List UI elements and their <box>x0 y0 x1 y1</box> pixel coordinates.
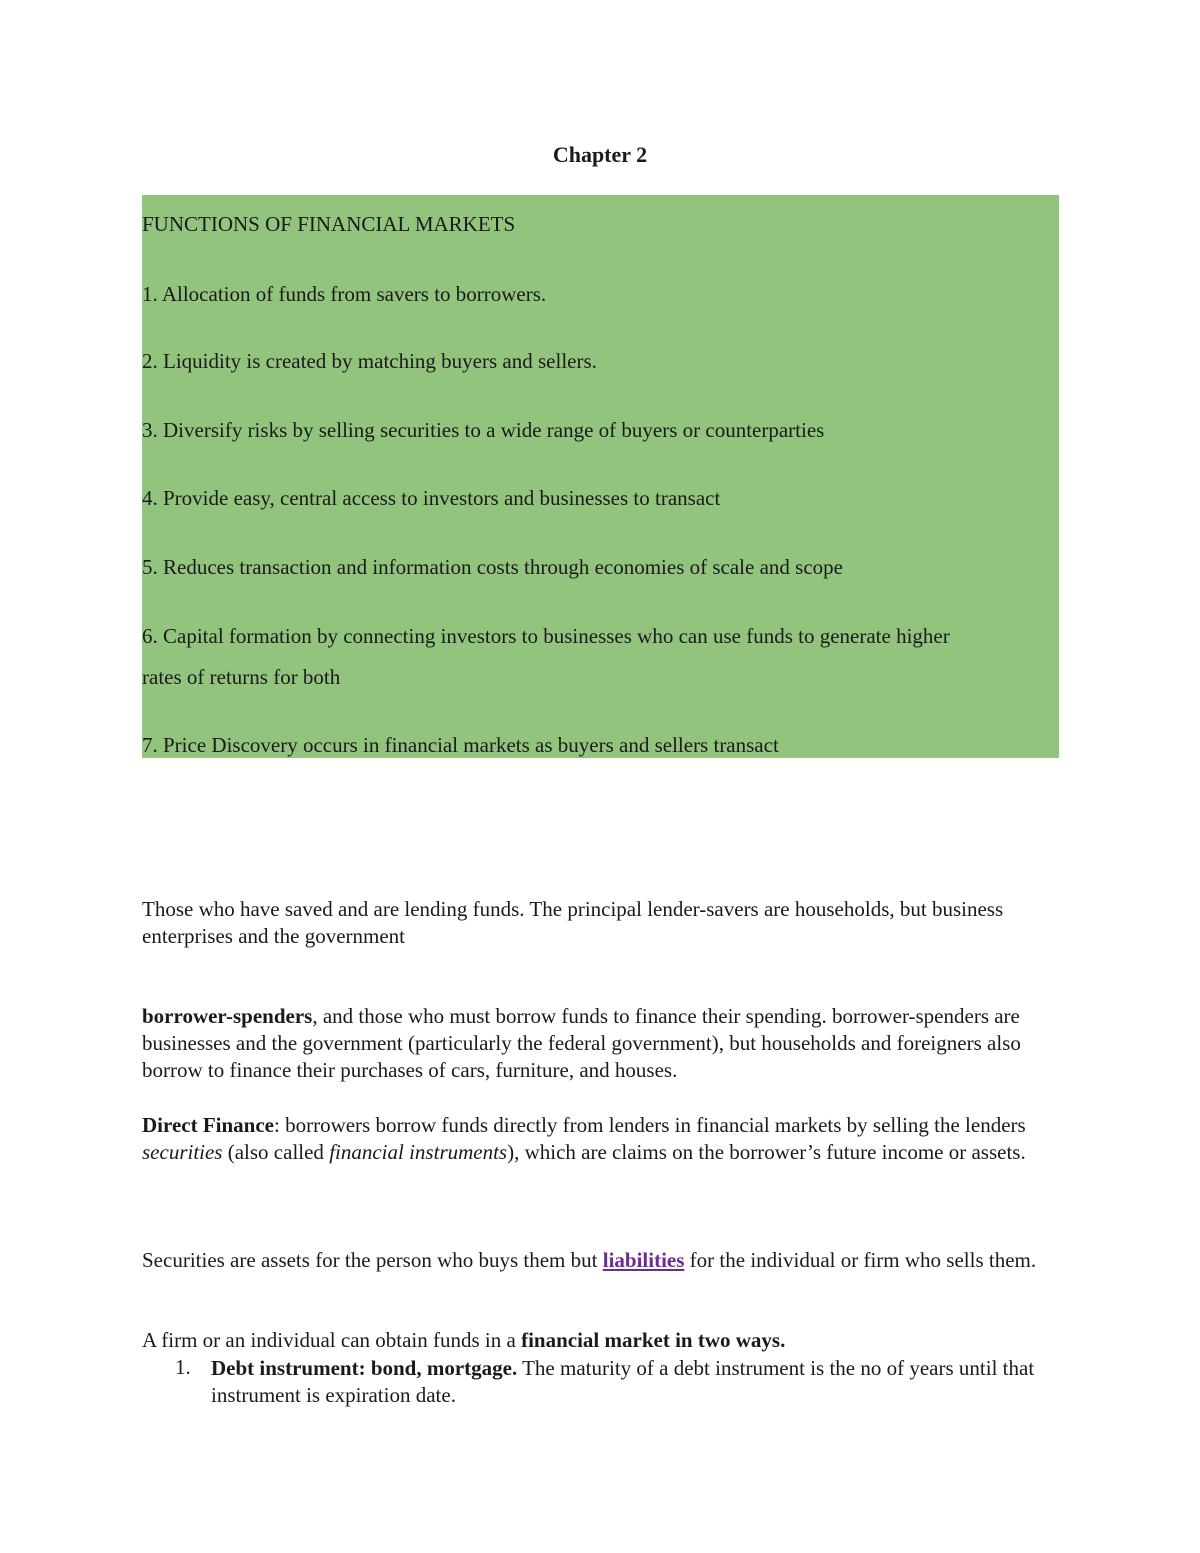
two-ways-bold: financial market in two ways. <box>521 1328 786 1352</box>
list-item-text: The maturity of a debt instrument is the no of years until that instrument is expiration date. <box>211 1356 1035 1407</box>
liabilities-link[interactable]: liabilities <box>602 1248 685 1272</box>
functions-heading: FUNCTIONS OF FINANCIAL MARKETS <box>142 212 516 236</box>
function-item: 6. Capital formation by connecting investors to businesses who can use funds to generate higher <box>142 624 950 648</box>
financial-instruments-term: financial instruments <box>329 1140 508 1164</box>
direct-finance-text: ), which are claims on the borrower’s future income or assets. <box>507 1140 1026 1164</box>
direct-finance-text: : borrowers borrow funds directly from lenders in financial markets by selling the lenders <box>274 1113 1026 1137</box>
securities-text: Securities are assets for the person who buys them but <box>142 1248 603 1272</box>
securities-paragraph <box>142 1247 1067 1274</box>
page-title: Chapter 2 <box>552 142 648 167</box>
securities-term: securities <box>142 1140 223 1164</box>
debt-instrument-term: Debt instrument: bond, mortgage. <box>211 1356 518 1380</box>
function-item: 2. Liquidity is created by matching buyers and sellers. <box>142 349 597 373</box>
function-item: 3. Diversify risks by selling securities to a wide range of buyers or counterparties <box>142 418 825 442</box>
direct-finance-term: Direct Finance <box>142 1113 274 1137</box>
function-item: 1. Allocation of funds from savers to borrowers. <box>142 282 547 306</box>
function-item: 4. Provide easy, central access to investors and businesses to transact <box>142 486 721 510</box>
list-number: 1. <box>175 1355 191 1379</box>
function-item: 7. Price Discovery occurs in financial markets as buyers and sellers transact <box>142 733 779 757</box>
securities-text: for the individual or firm who sells them. <box>684 1248 1037 1272</box>
list-item <box>211 1355 1061 1409</box>
direct-finance-text: (also called <box>222 1140 330 1164</box>
two-ways-paragraph <box>142 1327 1067 1354</box>
lenders-paragraph: Those who have saved and are lending funds. The principal lender-savers are households, but business enterprises and the government <box>142 897 1004 948</box>
borrower-spenders-term: borrower-spenders <box>142 1004 313 1028</box>
function-item-continuation: rates of returns for both <box>142 665 341 689</box>
two-ways-text: A firm or an individual can obtain funds in a <box>142 1328 522 1352</box>
direct-finance-paragraph <box>142 1112 1067 1166</box>
borrowers-paragraph <box>142 1003 1067 1084</box>
function-item: 5. Reduces transaction and information costs through economies of scale and scope <box>142 555 843 579</box>
borrowers-text: , and those who must borrow funds to finance their spending. borrower-spenders are businesses and the government (particularly the federal government), but households and foreigners also borrow to finance their purchases of cars, furniture, and houses. <box>142 1004 1021 1082</box>
